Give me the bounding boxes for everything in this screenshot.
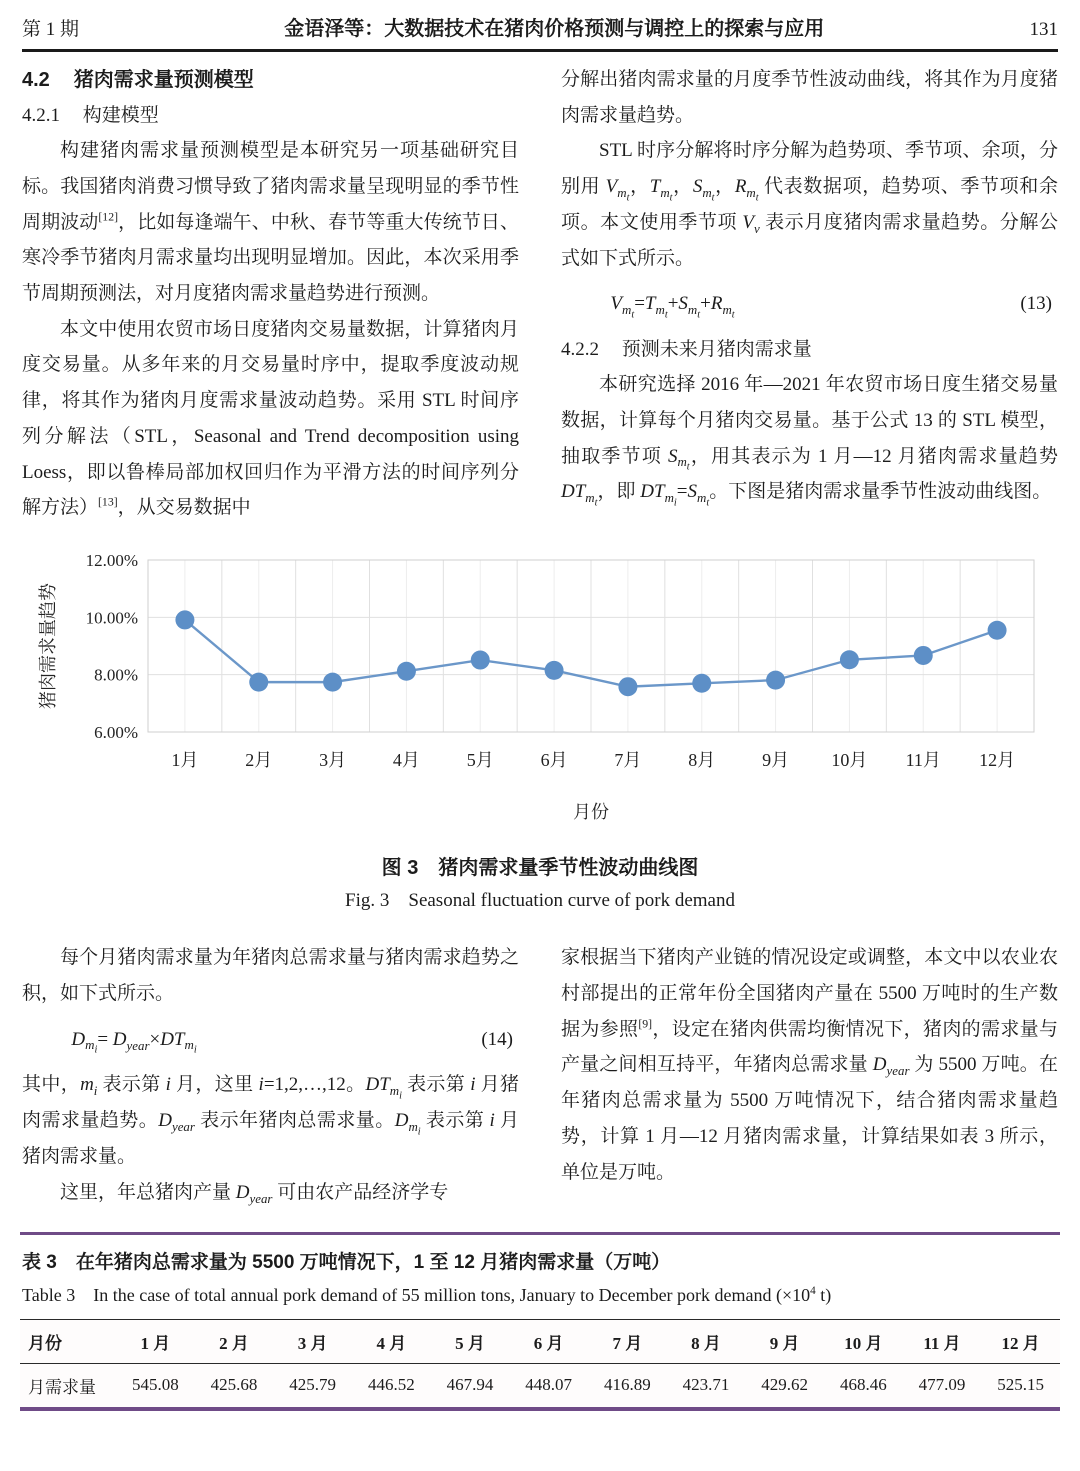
- table-cell: 477.09: [918, 1375, 966, 1395]
- figure-caption-en: Fig. 3 Seasonal fluctuation curve of pork demand: [345, 890, 735, 912]
- seasonal-fluctuation-chart: [20, 534, 1060, 834]
- table-header-cell: 6 月: [533, 1333, 564, 1353]
- table-header-cell: 10 月: [844, 1333, 883, 1353]
- page-header: [0, 0, 1080, 47]
- table-header-cell: 5 月: [455, 1333, 485, 1353]
- lower-text-columns: [0, 918, 1080, 1210]
- equation-number: (14): [481, 1028, 513, 1050]
- paragraph: 家根据当下猪肉产业链的情况设定或调整，本文中以农业农村部提出的正常年份全国猪肉产量在 5500 万吨时的生产数据为参照[9]，设定在猪肉供需均衡情况下，猪肉的需求量与产量之间相互持平，年猪肉总需求量 $D_{year}$ 为 5500 万吨。在年猪肉总需求量为 5500 万吨情况下，结合猪肉需求量趋势，计算 1 月—12 月猪肉需求量，计算结果如表 3 所示，单位是万吨。: [561, 947, 1058, 1183]
- x-tick-label: 2月: [245, 750, 273, 771]
- table-3-section: [0, 1232, 1080, 1411]
- table-header-cell: 3 月: [297, 1333, 328, 1353]
- table-cell: 416.89: [603, 1375, 651, 1395]
- left-column: [22, 62, 519, 526]
- table-cell: 448.07: [525, 1375, 573, 1395]
- x-tick-label: 9月: [762, 750, 790, 771]
- table-header-cell: 2 月: [219, 1333, 249, 1353]
- table-cell: 423.71: [682, 1375, 730, 1395]
- equation-13: [561, 276, 1058, 332]
- data-point: [545, 661, 564, 680]
- data-point: [175, 610, 194, 629]
- table-header-cell: 月份: [28, 1333, 62, 1353]
- paragraph: 本文中使用农贸市场日度猪肉交易量数据，计算猪肉月度交易量。从多年来的月交易量时序中，提取季度波动规律，将其作为猪肉月度需求量波动趋势。采用 STL 时间序列分解法（STL，Seasonal and Trend decomposition using Loess，即以鲁棒局部加权回归作为平滑方法的时间序列分解方法）[13]，从交易数据中: [22, 318, 519, 519]
- data-point: [397, 662, 416, 681]
- table-header-row: [20, 1320, 1060, 1364]
- table-cell: 525.15: [997, 1375, 1045, 1395]
- section-heading-4-2-1: 4.2.1 构建模型: [22, 105, 159, 126]
- table-header-cell: 12 月: [1001, 1333, 1040, 1353]
- table-caption-en: Table 3 In the case of total annual pork demand of 55 million tons, January to December pork demand ($\times 10^4$ t): [22, 1284, 832, 1305]
- paragraph: STL 时序分解将时序分解为趋势项、季节项、余项，分别用 $V_{m_t}$，$T_{m_t}$，$S_{m_t}$，$R_{m_t}$ 代表数据项，趋势项、季节项和余项。本文使用季节项 $V_v$ 表示月度猪肉需求量趋势。分解公式如下式所示。: [561, 140, 1058, 269]
- table-cell: 446.52: [367, 1375, 415, 1395]
- table-cell: 月需求量: [28, 1377, 96, 1397]
- data-point: [840, 650, 859, 669]
- x-tick-label: 5月: [466, 750, 494, 771]
- x-tick-label: 12月: [979, 750, 1016, 771]
- running-title: 金语泽等：大数据技术在猪肉价格预测与调控上的探索与应用: [284, 18, 825, 40]
- table-cell: 425.68: [210, 1375, 258, 1395]
- table-caption-zh: 表 3 在年猪肉总需求量为 5500 万吨情况下，1 至 12 月猪肉需求量（万吨）: [22, 1252, 671, 1274]
- page-number: 131: [1029, 19, 1058, 40]
- data-point: [692, 674, 711, 693]
- paragraph: 分解出猪肉需求量的月度季节性波动曲线，将其作为月度猪肉需求量趋势。: [561, 69, 1058, 126]
- x-tick-label: 1月: [171, 750, 199, 771]
- x-axis-title: 月份: [573, 802, 609, 823]
- table-header-cell: 4 月: [376, 1333, 407, 1353]
- equation-14: [22, 1012, 519, 1068]
- table-cell: 545.08: [131, 1375, 179, 1395]
- table-cell: 467.94: [446, 1375, 494, 1395]
- paragraph: 构建猪肉需求量预测模型是本研究另一项基础研究目标。我国猪肉消费习惯导致了猪肉需求量呈现明显的季节性周期波动[12]，比如每逢端午、中秋、春节等重大传统节日、寒冷季节猪肉月需求量均出现明显增加。因此，本次采用季节周期预测法，对月度猪肉需求量趋势进行预测。: [22, 140, 519, 305]
- data-point: [766, 671, 785, 690]
- data-point: [323, 673, 342, 692]
- section-heading-4-2-2: 4.2.2 预测未来月猪肉需求量: [561, 339, 812, 361]
- paragraph: 其中，$m_i$ 表示第 i 月，这里 i=1,2,…,12。$DT_{m_i}$ 表示第 i 月猪肉需求量趋势。$D_{year}$ 表示年猪肉总需求量。$D_{m_i}$ 表示第 i 月猪肉需求量。: [22, 1074, 519, 1167]
- data-point: [471, 651, 490, 670]
- equation-number: (13): [1020, 293, 1052, 315]
- right-column-lower: [561, 940, 1058, 1210]
- table-cell: 425.79: [289, 1375, 337, 1395]
- data-point: [914, 646, 933, 665]
- data-point: [618, 677, 637, 696]
- data-point: [249, 673, 268, 692]
- equation-body: $D_{m_i}= D_{year}\times DT_{m_i}$: [71, 1028, 197, 1057]
- x-tick-label: 3月: [319, 750, 347, 771]
- demand-table: [20, 1319, 1060, 1411]
- journal-issue: 第 1 期: [22, 19, 80, 40]
- left-column-lower: [22, 940, 519, 1210]
- y-tick-label: 12.00%: [85, 551, 138, 571]
- x-tick-label: 4月: [392, 750, 420, 771]
- y-axis-title: 猪肉需求量趋势: [38, 583, 58, 710]
- x-tick-label: 8月: [688, 750, 716, 771]
- table-data-row: [20, 1364, 1060, 1407]
- paragraph: 每个月猪肉需求量为年猪肉总需求量与猪肉需求趋势之积，如下式所示。: [22, 947, 519, 1004]
- table-header-cell: 1 月: [140, 1333, 171, 1353]
- x-tick-label: 10月: [831, 750, 868, 771]
- figure-3: [0, 526, 1080, 918]
- right-column: [561, 62, 1058, 526]
- table-header-cell: 9 月: [769, 1333, 800, 1353]
- upper-text-columns: [0, 52, 1080, 526]
- table-header-cell: 7 月: [612, 1333, 643, 1353]
- table-header-cell: 8 月: [691, 1333, 721, 1353]
- equation-body: $V_{m_t}=T_{m_t}+S_{m_t}+R_{m_t}$: [610, 293, 735, 321]
- table-cell: 429.62: [761, 1375, 809, 1395]
- paragraph: 这里，年总猪肉产量 $D_{year}$ 可由农产品经济学专: [60, 1181, 449, 1206]
- section-heading-4-2: 4.2 猪肉需求量预测模型: [22, 69, 254, 91]
- x-tick-label: 6月: [540, 750, 568, 771]
- paragraph: 本研究选择 2016 年—2021 年农贸市场日度生猪交易量数据，计算每个月猪肉交易量。基于公式 13 的 STL 模型，抽取季节项 $S_{m_t}$，用其表示为 1 月—12 月猪肉需求量趋势 $DT_{m_t}$，即 $DT_{m_i}=S_{m_t}$。下图是猪肉需求量季节性波动曲线图。: [561, 374, 1058, 509]
- figure-caption-zh: 图 3 猪肉需求量季节性波动曲线图: [381, 857, 699, 880]
- y-tick-label: 6.00%: [94, 723, 138, 743]
- x-tick-label: 7月: [614, 750, 642, 771]
- table-cell: 468.46: [839, 1375, 887, 1395]
- figure-caption: [20, 852, 1060, 918]
- table-header-cell: 11 月: [923, 1333, 961, 1353]
- x-tick-label: 11月: [905, 750, 941, 771]
- y-tick-label: 10.00%: [85, 608, 138, 628]
- y-tick-label: 8.00%: [94, 665, 138, 685]
- data-point: [988, 621, 1007, 640]
